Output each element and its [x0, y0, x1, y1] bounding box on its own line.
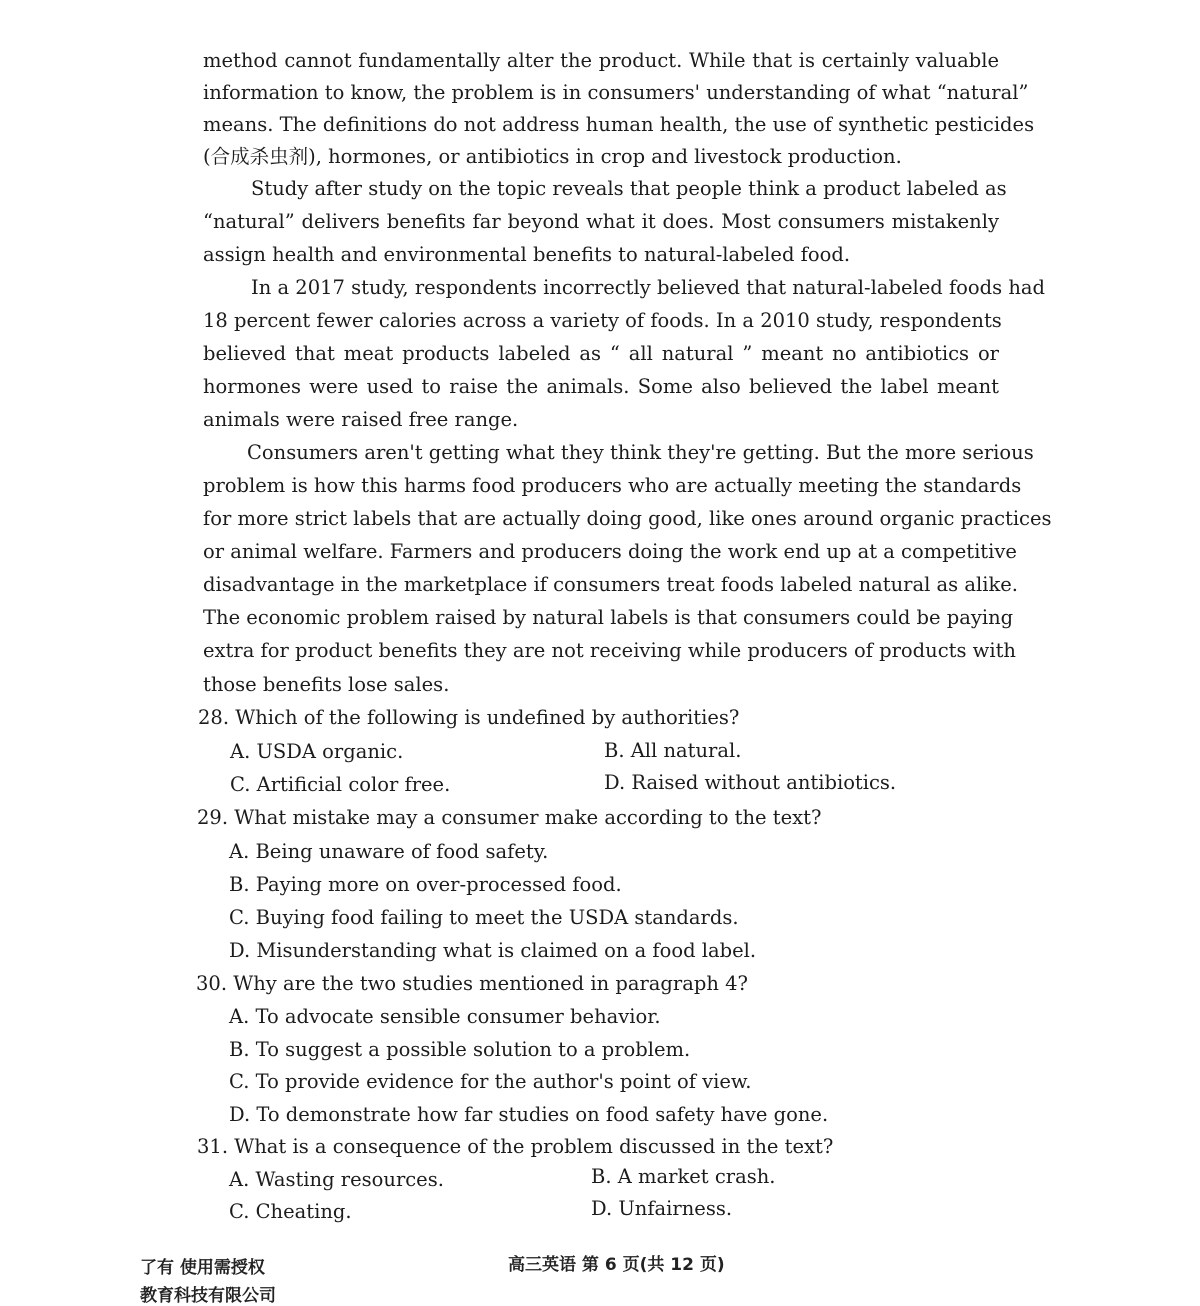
passage-line: means. The definitions do not address human health, the use of synthetic pesticides [203, 113, 1035, 136]
question-30-option-b: B. To suggest a possible solution to a problem. [229, 1038, 691, 1061]
question-30-stem: 30. Why are the two studies mentioned in paragraph 4? [196, 972, 748, 995]
question-31-option-d: D. Unfairness. [591, 1197, 733, 1220]
question-30-option-c: C. To provide evidence for the author's point of view. [229, 1070, 752, 1093]
question-31-option-c: C. Cheating. [229, 1200, 352, 1223]
passage-line: 18 percent fewer calories across a variety of foods. In a 2010 study, respondents [203, 309, 1002, 332]
question-29-option-a: A. Being unaware of food safety. [229, 840, 549, 863]
question-28-stem: 28. Which of the following is undefined by authorities? [198, 706, 740, 729]
footer-copyright-line2: 教育科技有限公司 [140, 1286, 276, 1306]
passage-line: The economic problem raised by natural labels is that consumers could be paying [203, 606, 1014, 629]
question-28-option-a: A. USDA organic. [230, 740, 404, 763]
footer-page-info: 高三英语 第 6 页(共 12 页) [508, 1255, 725, 1275]
passage-line: those benefits lose sales. [203, 673, 450, 696]
question-30-option-a: A. To advocate sensible consumer behavior. [229, 1005, 661, 1028]
question-30-option-d: D. To demonstrate how far studies on food safety have gone. [229, 1103, 829, 1126]
question-31-stem: 31. What is a consequence of the problem discussed in the text? [197, 1135, 834, 1158]
passage-line: animals were raised free range. [203, 408, 519, 431]
question-29-stem: 29. What mistake may a consumer make according to the text? [197, 806, 822, 829]
passage-line: extra for product benefits they are not receiving while producers of products with [203, 639, 1016, 662]
question-31-option-a: A. Wasting resources. [229, 1168, 444, 1191]
footer-copyright-line1: 了有 使用需授权 [140, 1258, 265, 1278]
passage-line: for more strict labels that are actually doing good, like ones around organic practices [203, 507, 1052, 530]
passage-line: hormones were used to raise the animals. Some also believed the label meant [203, 375, 999, 398]
passage-line: information to know, the problem is in consumers' understanding of what “natural” [203, 81, 1029, 104]
paragraph-first-line: Consumers aren't getting what they think they're getting. But the more serious [247, 441, 1034, 464]
passage-line: problem is how this harms food producers who are actually meeting the standards [203, 474, 1022, 497]
paragraph-first-line: Study after study on the topic reveals that people think a product labeled as [251, 177, 1007, 200]
passage-line: believed that meat products labeled as “ all natural ” meant no antibiotics or [203, 342, 999, 365]
question-29-option-d: D. Misunderstanding what is claimed on a food label. [229, 939, 757, 962]
passage-line: “natural” delivers benefits far beyond what it does. Most consumers mistakenly [203, 210, 999, 233]
question-29-option-c: C. Buying food failing to meet the USDA standards. [229, 906, 739, 929]
question-28-option-b: B. All natural. [604, 739, 742, 762]
question-31-option-b: B. A market crash. [591, 1165, 776, 1188]
passage-line: method cannot fundamentally alter the product. While that is certainly valuable [203, 49, 999, 72]
paragraph-first-line: In a 2017 study, respondents incorrectly believed that natural-labeled foods had [251, 276, 1046, 299]
passage-line: or animal welfare. Farmers and producers doing the work end up at a competitive [203, 540, 1017, 563]
passage-line: assign health and environmental benefits to natural-labeled food. [203, 243, 851, 266]
question-29-option-b: B. Paying more on over-processed food. [229, 873, 622, 896]
question-28-option-c: C. Artificial color free. [230, 773, 451, 796]
passage-line: disadvantage in the marketplace if consumers treat foods labeled natural as alike. [203, 573, 1019, 596]
question-28-option-d: D. Raised without antibiotics. [604, 771, 897, 794]
passage-line: (合成杀虫剂), hormones, or antibiotics in crop and livestock production. [203, 145, 902, 168]
